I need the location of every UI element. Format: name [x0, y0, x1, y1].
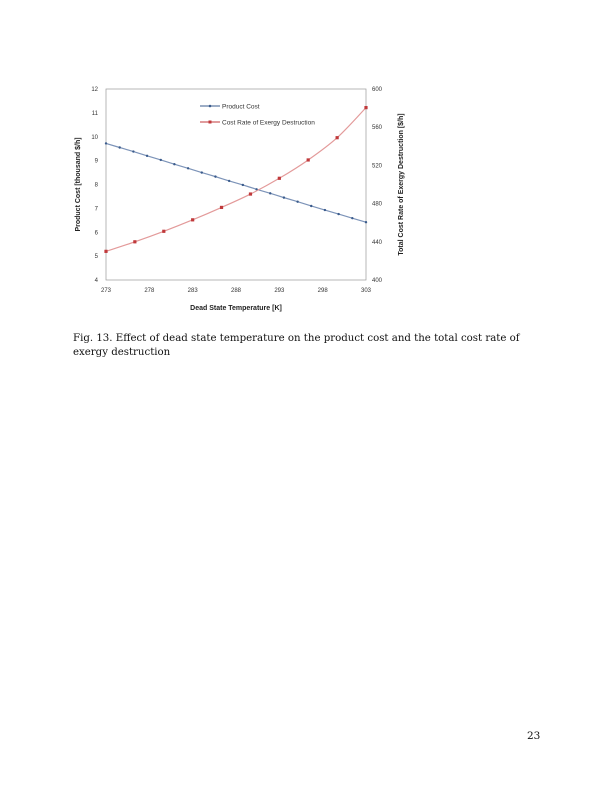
- y-tick-label: 7: [94, 206, 98, 213]
- y2-axis-label: Total Cost Rate of Exergy Destruction [$/h]: [398, 113, 405, 256]
- data-point: [249, 192, 252, 195]
- x-tick-label: 298: [317, 288, 328, 294]
- x-tick-label: 283: [187, 288, 198, 294]
- data-point: [146, 155, 148, 157]
- data-point: [105, 142, 107, 144]
- data-point: [283, 196, 285, 198]
- y2-tick-label: 440: [372, 239, 383, 246]
- data-point: [173, 163, 175, 165]
- data-point: [310, 205, 312, 207]
- x-axis-label: Dead State Temperature [K]: [190, 305, 282, 312]
- x-tick-label: 293: [274, 288, 285, 294]
- data-point: [132, 150, 134, 152]
- y-tick-label: 9: [94, 158, 98, 165]
- data-point: [296, 200, 298, 202]
- y-axis-label: Product Cost [thousand $/h]: [75, 137, 82, 232]
- chart: [0, 0, 612, 330]
- y-tick-label: 8: [94, 182, 98, 189]
- data-point: [269, 192, 271, 194]
- data-point: [191, 218, 194, 221]
- data-point: [160, 159, 162, 161]
- data-point: [364, 106, 367, 109]
- data-point: [220, 206, 223, 209]
- y-tick-label: 6: [94, 230, 98, 237]
- legend-product-cost: Product Cost: [222, 103, 260, 111]
- y2-tick-label: 400: [372, 278, 383, 284]
- y-tick-label: 4: [94, 278, 98, 284]
- data-point: [336, 136, 339, 139]
- y-tick-label: 10: [91, 134, 98, 141]
- figure-caption: Fig. 13. Effect of dead state temperature on the product cost and the total cost rate of exergy destruction: [73, 333, 520, 358]
- data-point: [278, 177, 281, 180]
- x-tick-label: 303: [360, 288, 372, 294]
- data-point: [337, 213, 339, 215]
- series-line: [106, 108, 366, 252]
- data-point: [351, 217, 353, 219]
- data-point: [104, 250, 107, 253]
- data-point: [242, 184, 244, 186]
- x-tick-label: 273: [100, 288, 112, 294]
- data-point: [214, 175, 216, 177]
- y-tick-label: 11: [91, 110, 98, 117]
- data-point: [118, 146, 120, 148]
- data-point: [324, 209, 326, 211]
- x-tick-label: 288: [230, 288, 242, 294]
- data-point: [201, 171, 203, 173]
- series-line: [106, 143, 366, 222]
- data-point: [365, 221, 367, 223]
- data-point: [133, 240, 136, 243]
- y2-tick-label: 480: [372, 201, 383, 208]
- data-point: [307, 158, 310, 161]
- y2-tick-label: 600: [372, 87, 383, 93]
- x-tick-label: 278: [144, 288, 155, 294]
- page-number: 23: [527, 730, 541, 742]
- y2-tick-label: 520: [372, 163, 383, 170]
- plot-area: [106, 89, 366, 280]
- y-tick-label: 5: [94, 254, 98, 261]
- data-point: [162, 230, 165, 233]
- y2-tick-label: 560: [372, 125, 383, 132]
- data-point: [187, 167, 189, 169]
- legend-exergy-cost: Cost Rate of Exergy Destruction: [222, 119, 315, 127]
- data-point: [228, 180, 230, 182]
- legend: [200, 104, 315, 127]
- y-tick-label: 12: [91, 87, 98, 93]
